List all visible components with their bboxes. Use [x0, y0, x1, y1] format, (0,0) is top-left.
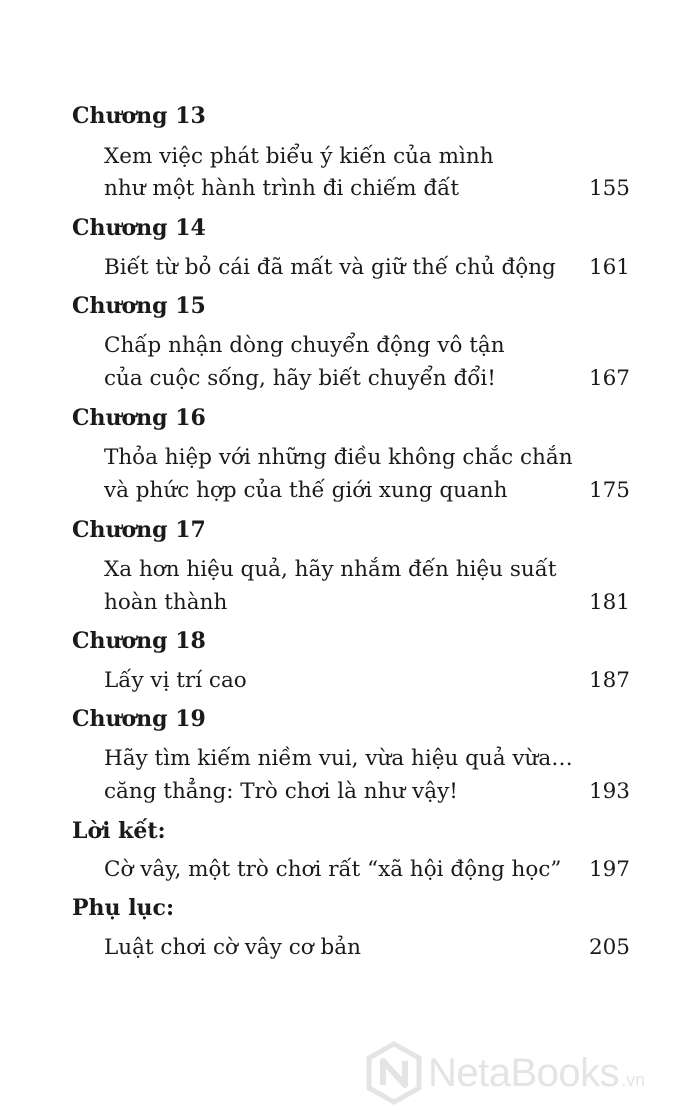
entry-title: Chấp nhận dòng chuyển động vô tận	[104, 332, 505, 358]
appendix-heading: Phụ lục:	[72, 895, 175, 921]
entry-title: căng thẳng: Trò chơi là như vậy!	[104, 778, 458, 804]
page-number: 181	[588, 589, 630, 615]
page-number: 155	[588, 175, 630, 201]
chapter-heading: Chương 16	[72, 405, 206, 431]
watermark-suffix: .vn	[621, 1069, 646, 1090]
entry-title: Xem việc phát biểu ý kiến của mình	[104, 143, 494, 169]
watermark-brand: NetaBooks	[428, 1050, 620, 1095]
page-number: 161	[588, 254, 630, 280]
page-number: 167	[588, 365, 630, 391]
entry-title: Hãy tìm kiếm niềm vui, vừa hiệu quả vừa…	[104, 745, 573, 771]
entry-title: Luật chơi cờ vây cơ bản	[104, 934, 361, 960]
entry-line	[104, 774, 630, 808]
netabooks-logo-icon	[364, 1041, 424, 1105]
page-number: 193	[588, 778, 630, 804]
entry-line	[104, 328, 630, 362]
entry-title: Thỏa hiệp với những điều không chắc chắn	[104, 444, 573, 470]
entry-line	[104, 250, 630, 284]
entry-line	[104, 741, 630, 775]
chapter-heading: Chương 15	[72, 293, 206, 319]
page-number: 205	[588, 934, 630, 960]
entry-title: Biết từ bỏ cái đã mất và giữ thế chủ động	[104, 254, 556, 280]
chapter-heading: Chương 18	[72, 628, 206, 654]
entry-line	[104, 852, 630, 886]
entry-line	[104, 552, 630, 586]
entry-title: Lấy vị trí cao	[104, 667, 247, 693]
page-number: 175	[588, 477, 630, 503]
chapter-heading: Chương 17	[72, 517, 206, 543]
chapter-heading: Chương 14	[72, 215, 206, 241]
afterword-heading: Lời kết:	[72, 818, 166, 844]
watermark	[364, 1040, 700, 1106]
entry-line	[104, 930, 630, 964]
entry-line	[104, 663, 630, 697]
entry-title: và phức hợp của thế giới xung quanh	[104, 477, 508, 503]
entry-title: hoàn thành	[104, 589, 228, 615]
entry-line	[104, 473, 630, 507]
page-number: 187	[588, 667, 630, 693]
entry-line	[104, 139, 630, 173]
entry-line	[104, 171, 630, 205]
page-number: 197	[588, 856, 630, 882]
chapter-heading: Chương 13	[72, 103, 206, 129]
entry-title: của cuộc sống, hãy biết chuyển đổi!	[104, 365, 496, 391]
entry-line	[104, 585, 630, 619]
entry-title: Cờ vây, một trò chơi rất “xã hội động học”	[104, 856, 562, 882]
entry-line	[104, 361, 630, 395]
entry-title: Xa hơn hiệu quả, hãy nhắm đến hiệu suất	[104, 556, 557, 582]
chapter-heading: Chương 19	[72, 706, 206, 732]
entry-line	[104, 440, 630, 474]
entry-title: như một hành trình đi chiếm đất	[104, 175, 459, 201]
